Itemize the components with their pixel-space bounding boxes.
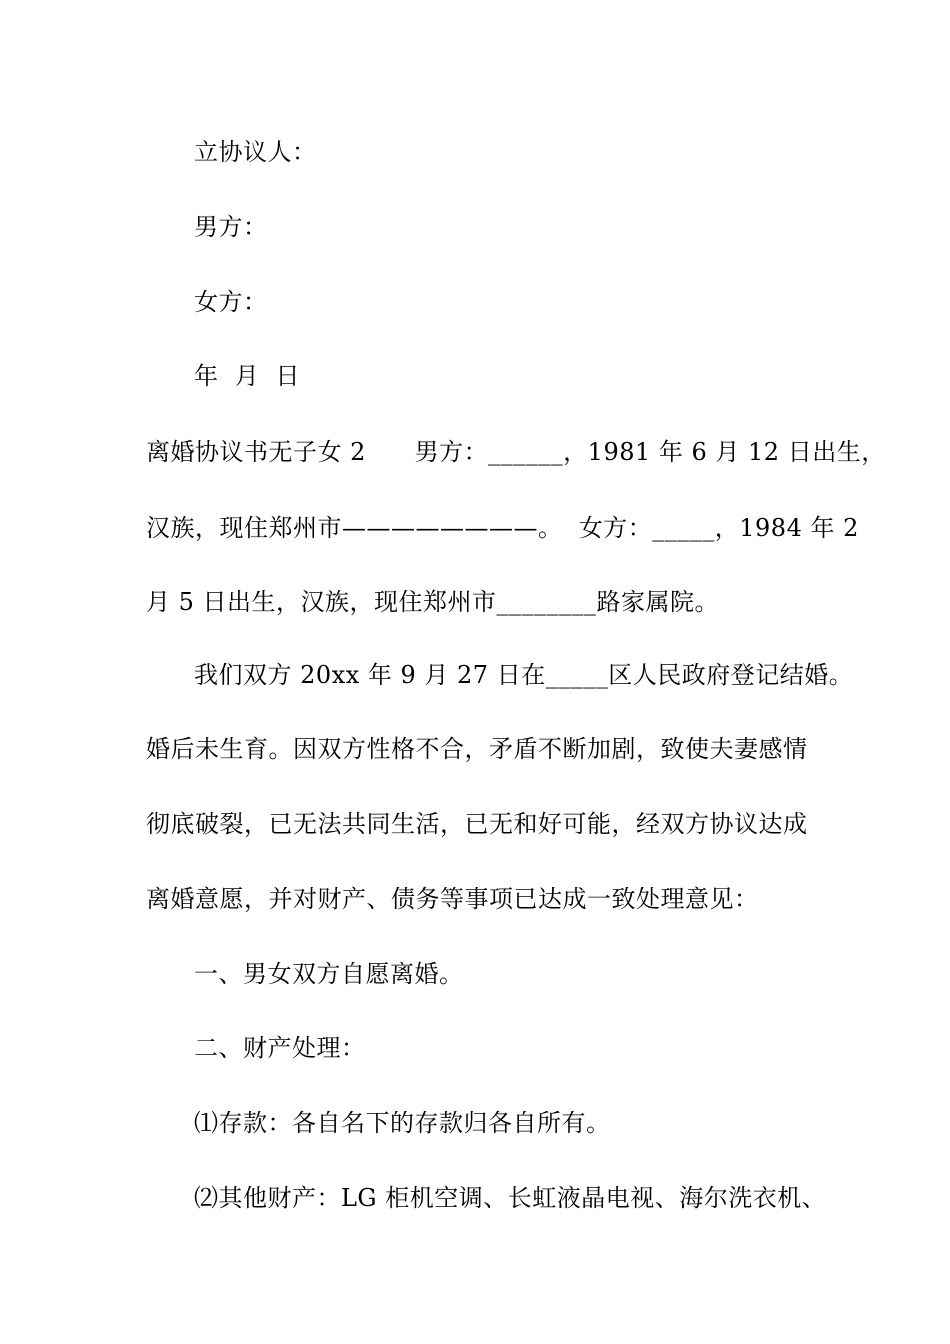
clause-two-item-1: ⑴存款：各自名下的存款归各自所有。	[194, 1109, 611, 1137]
female-party-label: 女方：	[194, 288, 268, 316]
paragraph-line: 离婚意愿，并对财产、债务等事项已达成一致处理意见：	[146, 885, 759, 913]
clause-one: 一、男女双方自愿离婚。	[194, 960, 464, 988]
paragraph-line: 彻底破裂，已无法共同生活，已无和好可能，经双方协议达成	[146, 810, 808, 838]
date-line: 年 月 日	[194, 362, 301, 390]
paragraph-line: 汉族，现住郑州市————————。 女方：_____，1984 年 2	[146, 514, 859, 542]
agreement-title-line: 离婚协议书无子女 2 男方：______，1981 年 6 月 12 日出生，	[146, 438, 886, 466]
paragraph-line: 月 5 日出生，汉族，现住郑州市________路家属院。	[146, 588, 720, 616]
paragraph-line: 婚后未生育。因双方性格不合，矛盾不断加剧，致使夫妻感情	[146, 735, 808, 763]
clause-two-item-2: ⑵其他财产：LG 柜机空调、长虹液晶电视、海尔洗衣机、	[194, 1184, 827, 1212]
party-heading: 立协议人：	[194, 138, 317, 166]
clause-two-heading: 二、财产处理：	[194, 1034, 366, 1062]
paragraph-line: 我们双方 20xx 年 9 月 27 日在_____区人民政府登记结婚。	[194, 661, 854, 689]
male-party-label: 男方：	[194, 213, 268, 241]
